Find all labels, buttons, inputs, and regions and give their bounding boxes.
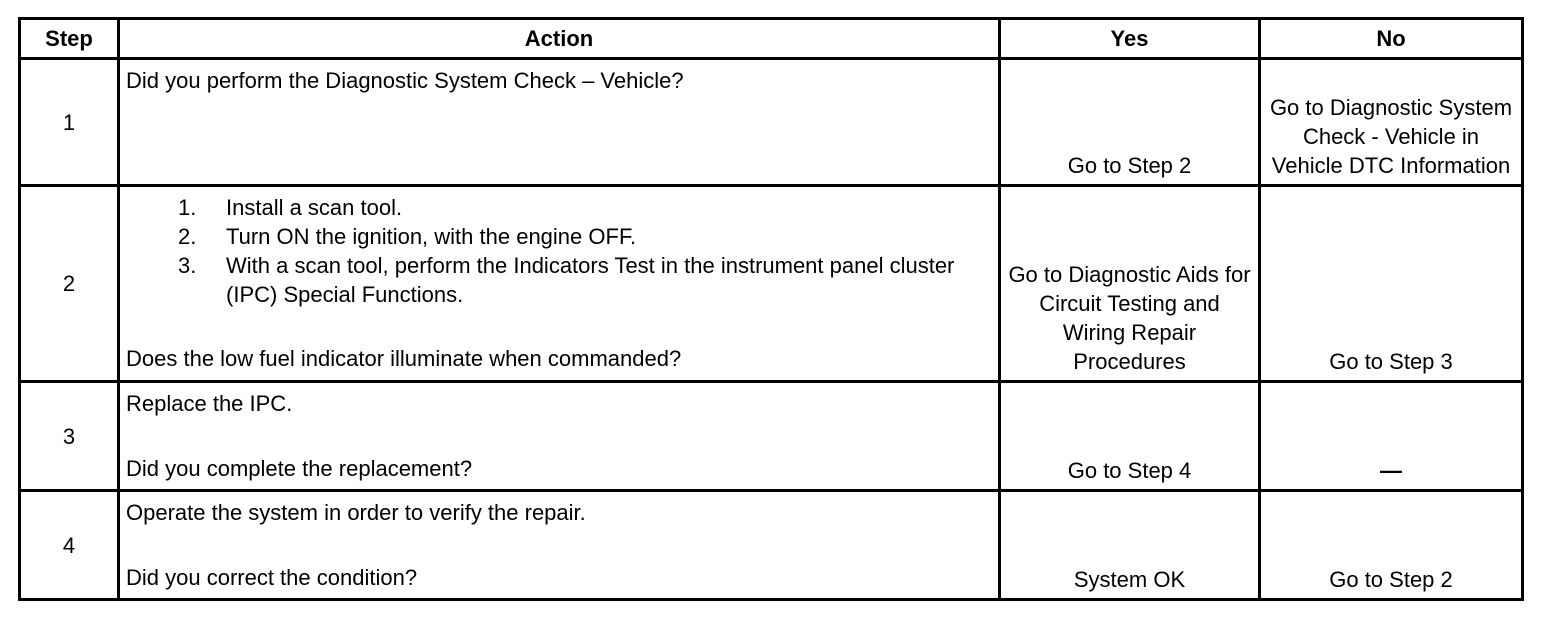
header-no: No [1260,19,1523,59]
no-cell: Go to Diagnostic System Check - Vehicle in Vehicle DTC Information [1260,59,1523,186]
header-yes: Yes [1000,19,1260,59]
diagnostic-table [18,17,1524,601]
action-question: Does the low fuel indicator illuminate when commanded? [126,346,682,371]
step-number: 3 [20,382,119,491]
action-steps-list [126,193,992,309]
action-cell [119,186,1000,382]
header-action: Action [119,19,1000,59]
yes-cell: Go to Step 4 [1000,382,1260,491]
table-row [20,382,1523,491]
yes-cell: Go to Diagnostic Aids for Circuit Testing and Wiring Repair Procedures [1000,186,1260,382]
yes-cell: System OK [1000,491,1260,600]
no-cell: Go to Step 2 [1260,491,1523,600]
action-question: Did you correct the condition? [126,565,418,590]
table-row [20,491,1523,600]
step-number: 4 [20,491,119,600]
action-cell [119,382,1000,491]
action-text: Replace the IPC. [126,391,293,416]
list-item [126,193,992,222]
action-question: Did you complete the replacement? [126,456,473,481]
list-item-text: Install a scan tool. [226,195,403,220]
list-item [126,222,992,251]
header-step: Step [20,19,119,59]
list-item-text: Turn ON the ignition, with the engine OFF. [226,224,637,249]
yes-cell: Go to Step 2 [1000,59,1260,186]
table-row [20,186,1523,382]
no-cell: Go to Step 3 [1260,186,1523,382]
action-text: Did you perform the Diagnostic System Check – Vehicle? [126,68,684,93]
action-text: Operate the system in order to verify the repair. [126,500,586,525]
list-item-text: With a scan tool, perform the Indicators Test in the instrument panel cluster (IPC) Special Functions. [226,253,955,307]
no-cell: — [1260,382,1523,491]
step-number: 2 [20,186,119,382]
list-item-number: 2. [178,224,197,249]
action-cell [119,59,1000,186]
list-item [126,251,992,309]
step-number: 1 [20,59,119,186]
list-item-number: 1. [178,195,197,220]
table-row [20,59,1523,186]
header-row [20,19,1523,59]
action-cell [119,491,1000,600]
list-item-number: 3. [178,253,197,278]
